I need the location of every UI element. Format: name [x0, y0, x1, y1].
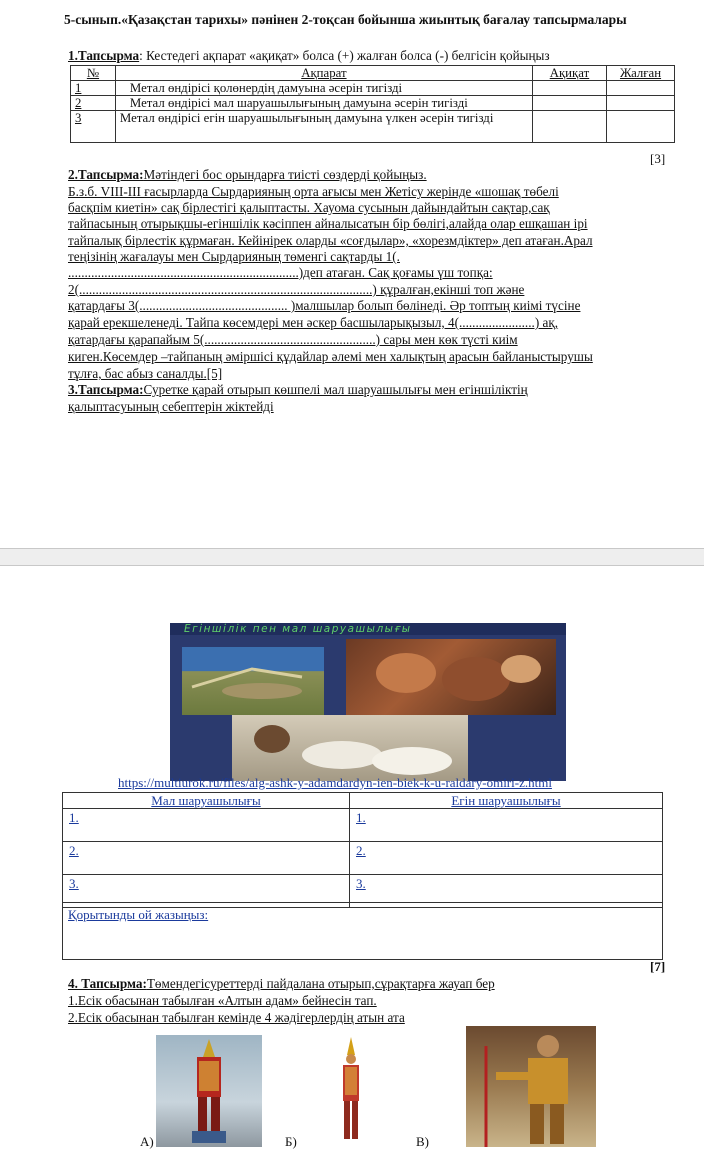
task3-score: [7] [650, 959, 666, 974]
label-c: В) [416, 1134, 429, 1149]
task2-label: 2.Тапсырма: [68, 167, 144, 182]
table-row [71, 81, 675, 96]
table-header-row [71, 66, 675, 81]
col-number: № [71, 66, 116, 81]
label-a: А) [140, 1134, 154, 1149]
illustration-caption: Егіншілік пен мал шаруашылығы [184, 623, 412, 635]
task2-heading [68, 167, 427, 183]
task3-instruction: Суретке қарай отырып көшпелі мал шаруашылығы мен егіншіліктің [143, 382, 528, 397]
task3-instruction-line2: қалыптасуының себептерін жіктейді [68, 399, 274, 414]
col-info: Ақпарат [115, 66, 532, 81]
task3-table [62, 792, 663, 908]
row-number: 3 [71, 111, 116, 143]
task1-heading [68, 48, 550, 64]
row-number: 2. [356, 843, 366, 858]
plowing-photo [182, 647, 324, 715]
task2-text-line: тайпасының отырықшы-егіншілік кәсіппен айналысатын бір бөлігі,алайда олар ешқашан ірі [68, 216, 588, 231]
golden-man-photo-a [156, 1035, 262, 1147]
task2-text-line: қатардағы қарапайым 5(....................................................) сары мен көк түсті киім [68, 332, 518, 347]
row-number: 1 [71, 81, 116, 96]
col-livestock: Мал шаруашылығы [63, 793, 350, 809]
hunters-photo [346, 639, 556, 715]
task4-instruction: Төмендегісуреттерді пайдалана отырып,сұрақтарға жауап бер [146, 976, 495, 991]
task2-text-line: тұлға, бас абыз саналды.[5] [68, 366, 223, 381]
true-cell[interactable] [532, 111, 606, 143]
table-row [63, 809, 663, 842]
task2-text-line: киген.Көсемдер –тайпаның әміршісі құдайлар әлемі мен халықтың арасын байланыстырушы [68, 349, 593, 364]
task2-text-line: қарай ерекшеленеді. Тайпа көсемдері мен әскер басшыларықызыл, 4(.......................) ақ, [68, 315, 559, 330]
page-2 [0, 566, 704, 1155]
task4-heading [68, 976, 495, 992]
task2-instruction: Мәтіндегі бос орындарға тиісті сөздерді қойыңыз. [143, 167, 427, 182]
task3-label: 3.Тапсырма: [68, 382, 144, 397]
golden-man-drawing-b [334, 1035, 368, 1147]
row-text: Метал өндірісі егін шаруашылығының дамуына үлкен әсерін тигізді [115, 111, 532, 143]
farming-cell[interactable] [350, 842, 663, 875]
false-cell[interactable] [607, 81, 675, 96]
true-cell[interactable] [532, 96, 606, 111]
row-number: 1. [356, 810, 366, 825]
farming-cell[interactable] [350, 809, 663, 842]
task4-question-2: 2.Есік обасынан табылған кемінде 4 жәдігерлердің атын ата [68, 1010, 405, 1025]
task1-instruction: : Кестедегі ақпарат «ақиқат» болса (+) жалған болса (-) белгісін қойыңыз [139, 48, 550, 63]
col-farming: Егін шаруашылығы [350, 793, 663, 809]
document-title: 5-сынып.«Қазақстан тарихы» пәнінен 2-тоқсан бойынша жиынтық бағалау тапсырмалары [64, 12, 627, 27]
row-number: 2. [69, 843, 79, 858]
task3-heading [68, 382, 528, 398]
row-text: Метал өндірісі қолөнердің дамуына әсерін тигізді [115, 81, 532, 96]
page-1 [0, 0, 704, 548]
row-text: Метал өндірісі мал шаруашылығының дамуына әсерін тигізді [115, 96, 532, 111]
true-cell[interactable] [532, 81, 606, 96]
page-break [0, 548, 704, 566]
livestock-cell[interactable] [63, 809, 350, 842]
warrior-statue-c [466, 1026, 596, 1147]
task4-question-1: 1.Есік обасынан табылған «Алтын адам» бейнесін тап. [68, 993, 377, 1008]
row-number: 3. [356, 876, 366, 891]
false-cell[interactable] [607, 111, 675, 143]
task4-label: 4. Тапсырма: [68, 976, 147, 991]
task2-text-line: Б.з.б. VIII-III ғасырларда Сырдарияның орта ағысы мен Жетісу жерінде «шошақ төбелі [68, 184, 559, 199]
table-header-row [63, 793, 663, 809]
row-number: 2 [71, 96, 116, 111]
table-row [71, 111, 675, 143]
task2-text-line: қатардағы 3(............................................. )малшылар болып бөлінеді. Әр топтың киімі түсіне [68, 298, 581, 313]
table-row [63, 842, 663, 875]
table-row [71, 96, 675, 111]
task1-table [70, 65, 675, 143]
herding-photo [232, 715, 468, 781]
reflection-prompt: Қорытынды ой жазыңыз: [68, 907, 209, 922]
livestock-cell[interactable] [63, 842, 350, 875]
col-false: Жалған [607, 66, 675, 81]
task2-text-line: теңізінің жағалауы мен Сырдарияның төменгі сақтарды 1(. [68, 249, 400, 264]
reflection-box[interactable] [62, 902, 663, 960]
task2-text-line: ......................................................................)деп атаған. Сақ қоғамы үш топқа: [68, 265, 493, 280]
label-b: Б) [285, 1134, 297, 1149]
row-number: 3. [69, 876, 79, 891]
source-link[interactable]: https://multiurok.ru/files/alg-ashk-y-adamdardyn-ien-biek-k-u-raldary-omiri-z.html [118, 775, 552, 790]
task2-text-line: тайпалық бірлестік құрмаған. Кейінірек оларды «соғдылар», «хорезмдіктер» деп атаған.Арал [68, 233, 593, 248]
task2-text-line: 2(.........................................................................................) құралған,екінші топ және [68, 282, 525, 297]
illustration-agriculture [170, 623, 566, 781]
row-number: 1. [69, 810, 79, 825]
col-true: Ақиқат [532, 66, 606, 81]
false-cell[interactable] [607, 96, 675, 111]
task1-score: [3] [650, 151, 666, 166]
task1-label: 1.Тапсырма [68, 48, 140, 63]
task2-text-line: басқпім киетін» сақ бірлестігі қалыптасты. Хауома сусынын дайындайтын сақтар,сақ [68, 200, 550, 215]
